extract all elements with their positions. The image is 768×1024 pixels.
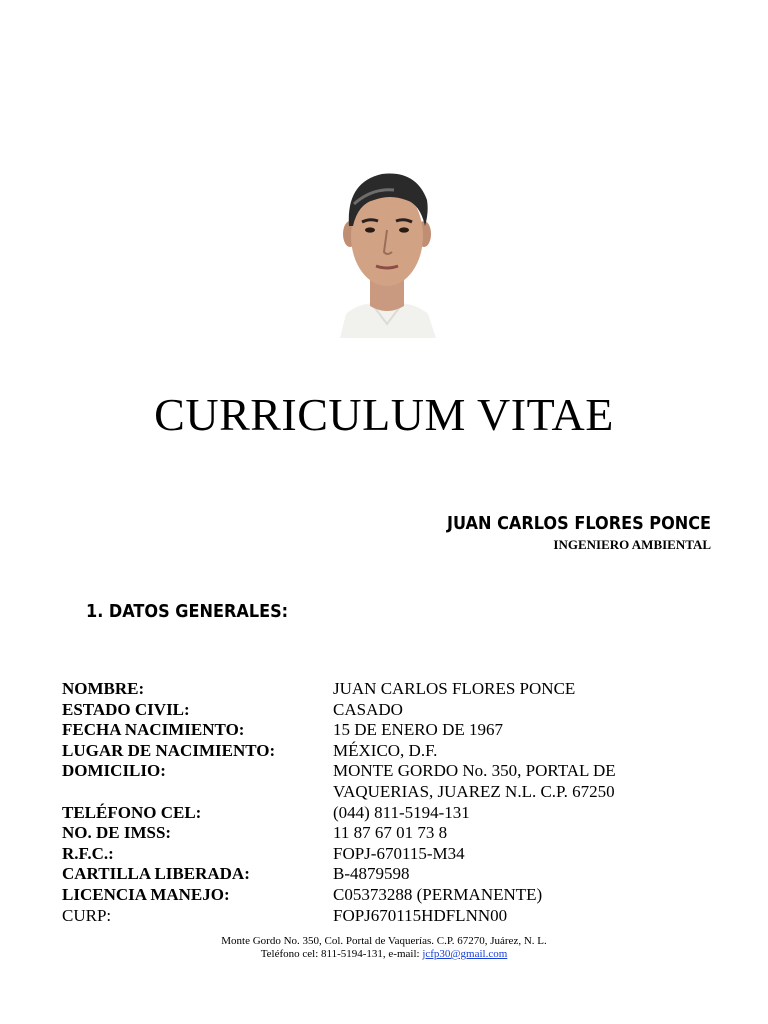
field-label: CURP: xyxy=(62,905,112,925)
field-value: FOPJ670115HDFLNN00 xyxy=(333,905,508,925)
person-name: JUAN CARLOS FLORES PONCE xyxy=(446,514,711,534)
document-title: CURRICULUM VITAE xyxy=(154,389,614,440)
section-number: 1. xyxy=(86,602,104,622)
field-row-nombre xyxy=(62,679,702,700)
field-label: NOMBRE: xyxy=(62,679,145,698)
field-label: ESTADO CIVIL: xyxy=(62,699,190,719)
field-label: DOMICILIO: xyxy=(62,761,166,781)
field-value: B-4879598 xyxy=(333,864,410,884)
field-row-cartilla xyxy=(62,864,702,885)
email-link[interactable]: jcfp30@gmail.com xyxy=(422,948,508,960)
field-row-licencia xyxy=(62,885,702,906)
field-value: 15 DE ENERO DE 1967 xyxy=(333,720,503,740)
field-row-rfc xyxy=(62,844,702,865)
person-portrait-icon xyxy=(332,164,442,338)
field-label: NO. DE IMSS: xyxy=(62,823,172,843)
field-label: R.F.C.: xyxy=(62,843,114,863)
footer-address: Monte Gordo No. 350, Col. Portal de Vaquerías. C.P. 67270, Juárez, N. L. xyxy=(221,935,547,947)
field-row-imss xyxy=(62,823,702,844)
footer-phone: Teléfono cel: 811-5194-131, e-mail: xyxy=(260,948,423,960)
field-row-lugar-nacimiento xyxy=(62,741,702,762)
field-label: FECHA NACIMIENTO: xyxy=(62,720,245,740)
field-value: MONTE GORDO No. 350, PORTAL DE VAQUERIAS, JUAREZ N.L. C.P. 67250 xyxy=(333,761,616,801)
profile-photo xyxy=(332,164,442,338)
field-label: CARTILLA LIBERADA: xyxy=(62,864,250,884)
field-value: C05373288 (PERMANENTE) xyxy=(333,884,543,904)
section-title: DATOS GENERALES: xyxy=(108,602,289,622)
footer-contact xyxy=(0,948,768,961)
field-row-domicilio xyxy=(62,761,702,802)
section-heading xyxy=(86,602,288,622)
field-row-curp xyxy=(62,906,702,927)
field-value: 11 87 67 01 73 8 xyxy=(333,823,448,843)
field-row-telefono xyxy=(62,803,702,824)
field-value: (044) 811-5194-131 xyxy=(333,802,470,822)
field-value: JUAN CARLOS FLORES PONCE xyxy=(333,679,576,698)
field-value: MÉXICO, D.F. xyxy=(333,740,438,760)
field-value: CASADO xyxy=(333,699,403,719)
field-value: FOPJ-670115-M34 xyxy=(333,843,465,863)
field-row-fecha-nacimiento xyxy=(62,720,702,741)
general-data-list xyxy=(62,679,702,926)
header-identity xyxy=(424,514,711,553)
field-label: TELÉFONO CEL: xyxy=(62,802,202,822)
field-row-estado-civil xyxy=(62,700,702,721)
page-footer xyxy=(0,935,768,961)
field-label: LICENCIA MANEJO: xyxy=(62,884,230,904)
field-label: LUGAR DE NACIMIENTO: xyxy=(62,740,276,760)
person-profession: INGENIERO AMBIENTAL xyxy=(553,537,711,552)
